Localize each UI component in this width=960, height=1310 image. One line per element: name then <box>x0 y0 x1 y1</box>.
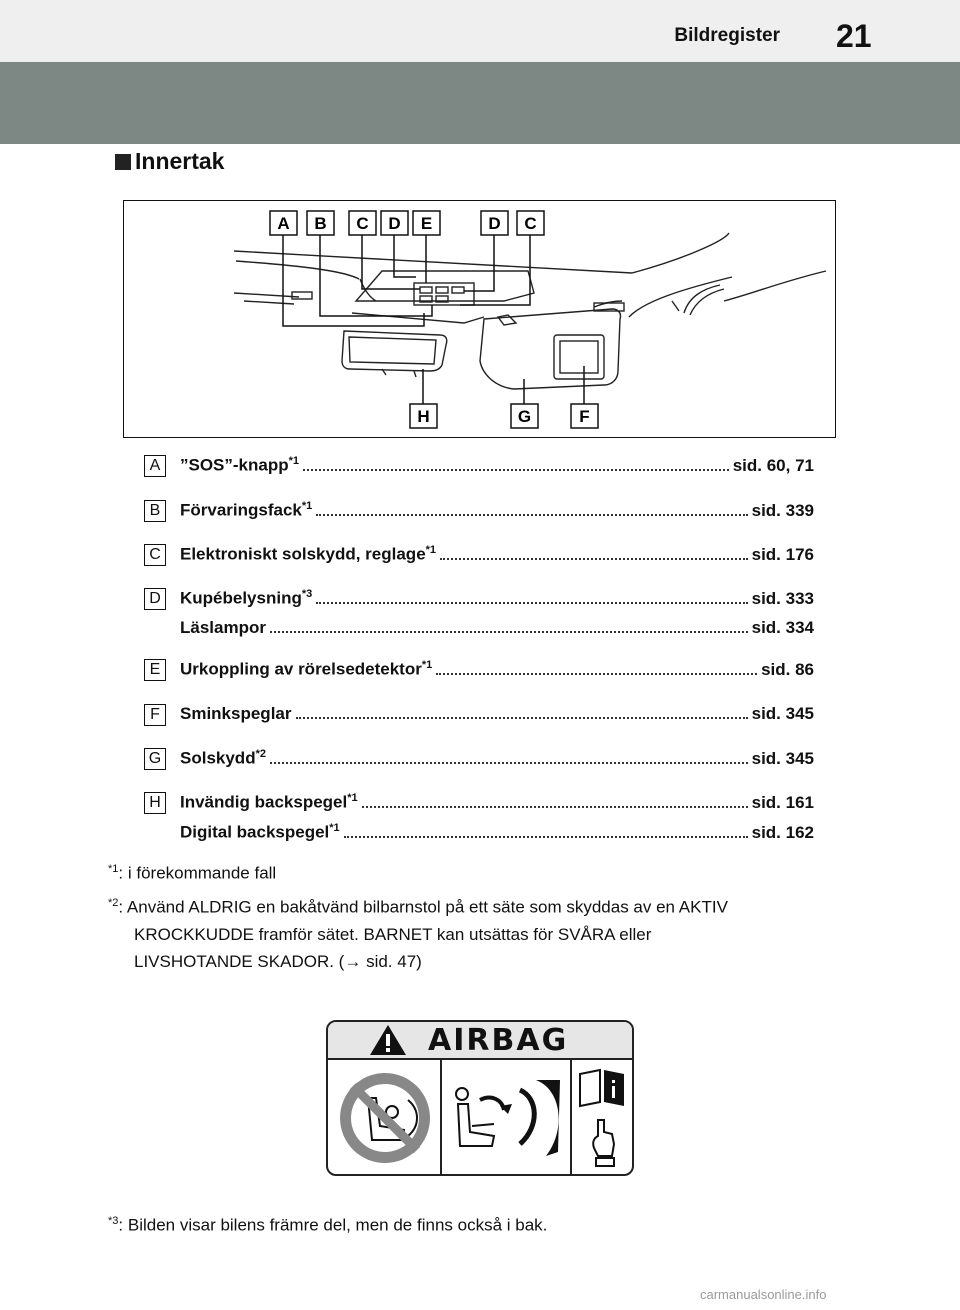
entry-label: Invändig backspegel$^{*1}$ <box>180 792 358 812</box>
page-number: 21 <box>836 18 872 54</box>
footnote-3 <box>108 1208 848 1239</box>
entry-page-ref[interactable]: sid. 333 <box>751 588 814 608</box>
airbag-label-body <box>328 1060 632 1174</box>
watermark-text: carmanualsonline.info <box>700 1287 827 1302</box>
entry-line <box>180 588 814 609</box>
legend-entry <box>144 792 814 852</box>
dot-leader <box>296 717 748 719</box>
entry-page-ref[interactable]: sid. 339 <box>751 500 814 520</box>
bottom-callout-labels <box>410 404 598 428</box>
callout-label <box>517 211 544 235</box>
callout-label <box>381 211 408 235</box>
entry-label: ”SOS”-knapp$^{*1}$ <box>180 455 300 475</box>
entry-line <box>180 500 814 521</box>
svg-text:C: C <box>524 214 537 233</box>
section-label: Bildregister <box>674 25 780 46</box>
footnote-text: : Bilden visar bilens främre del, men de finns också i bak. <box>118 1215 548 1235</box>
callout-label <box>571 404 598 428</box>
footnote-mark: *3 <box>108 1215 119 1227</box>
svg-text:D: D <box>388 214 401 233</box>
entry-letter: H <box>144 792 166 814</box>
entry-label: Urkoppling av rörelsedetektor$^{*1}$ <box>180 659 433 679</box>
footnote-text: KROCKKUDDE framför sätet. BARNET kan utsättas för SVÅRA eller <box>134 924 652 944</box>
entry-label: Elektroniskt solskydd, reglage$^{*1}$ <box>180 544 437 564</box>
airbag-warning-label <box>326 1020 634 1176</box>
svg-text:B: B <box>314 214 327 233</box>
entry-letter: B <box>144 500 166 522</box>
callout-label <box>511 404 538 428</box>
entry-line <box>180 792 814 813</box>
dot-leader <box>440 558 748 560</box>
svg-text:E: E <box>420 214 433 233</box>
footnote-text: : i förekommande fall <box>118 863 277 883</box>
entry-page-ref[interactable]: sid. 345 <box>751 748 814 768</box>
svg-text:D: D <box>488 214 501 233</box>
footnote-text: LIVSHOTANDE SKADOR. ( <box>134 951 345 971</box>
dot-leader <box>362 806 748 808</box>
entry-line <box>180 748 814 769</box>
top-callout-labels <box>270 211 544 235</box>
entry-page-ref[interactable]: sid. 176 <box>751 544 814 564</box>
no-child-seat-icon <box>328 1060 442 1174</box>
callout-label <box>481 211 508 235</box>
legend-entry <box>144 748 814 778</box>
entry-letter: F <box>144 704 166 726</box>
entry-line <box>180 822 814 843</box>
svg-text:G: G <box>517 407 532 426</box>
warning-triangle-icon <box>368 1023 408 1057</box>
ceiling-illustration <box>123 200 836 438</box>
callout-label <box>270 211 297 235</box>
entry-page-ref[interactable]: sid. 345 <box>751 704 814 723</box>
dot-leader <box>436 673 757 675</box>
entry-label: Läslampor <box>180 618 266 637</box>
legend-entry <box>144 455 814 485</box>
entry-page-ref[interactable]: sid. 161 <box>751 792 814 812</box>
section-title-text: Innertak <box>135 148 225 174</box>
footnote-mark: *2 <box>108 897 119 909</box>
header-band <box>0 62 960 144</box>
entry-label: Digital backspegel$^{*1}$ <box>180 822 340 842</box>
dot-leader <box>316 514 747 516</box>
callout-label <box>410 404 437 428</box>
legend-entry <box>144 500 814 530</box>
airbag-label-title: AIRBAG <box>428 1022 569 1058</box>
entry-line <box>180 544 814 565</box>
legend-entry <box>144 659 814 689</box>
callout-label <box>307 211 334 235</box>
dot-leader <box>270 631 748 633</box>
entry-page-ref[interactable]: sid. 86 <box>761 659 814 679</box>
entry-page-ref[interactable]: sid. 334 <box>751 618 814 637</box>
entry-label: Kupébelysning$^{*3}$ <box>180 588 313 608</box>
svg-text:F: F <box>579 407 590 426</box>
page-header-bar <box>0 0 960 62</box>
entry-page-ref[interactable]: sid. 162 <box>751 822 814 842</box>
legend-entry <box>144 588 814 648</box>
dot-leader <box>316 602 747 604</box>
square-bullet-icon <box>115 154 131 170</box>
entry-letter: E <box>144 659 166 681</box>
entry-label: Solskydd$^{*2}$ <box>180 748 266 768</box>
entry-label: Förvaringsfack$^{*1}$ <box>180 500 313 520</box>
page-reference-link[interactable]: sid. 47) <box>361 951 422 971</box>
svg-text:C: C <box>356 214 369 233</box>
entry-line <box>180 704 814 724</box>
entry-line <box>180 618 814 638</box>
airbag-label-header <box>328 1022 632 1060</box>
airbag-deployment-icon <box>442 1060 572 1174</box>
entry-line <box>180 659 814 680</box>
entry-letter: G <box>144 748 166 770</box>
dot-leader <box>270 762 748 764</box>
callout-label <box>413 211 440 235</box>
entry-label: Sminkspeglar <box>180 704 292 723</box>
svg-text:A: A <box>277 214 290 233</box>
legend-entry <box>144 544 814 574</box>
arrow-right-icon: → <box>344 951 362 971</box>
entry-line <box>180 455 814 476</box>
svg-text:H: H <box>417 407 430 426</box>
footnote-text: : Använd ALDRIG en bakåtvänd bilbarnstol på ett säte som skyddas av en AKTIV <box>118 897 728 917</box>
callout-label <box>349 211 376 235</box>
footnote-line <box>108 948 848 975</box>
entry-letter: D <box>144 588 166 610</box>
legend-entry <box>144 704 814 734</box>
dot-leader <box>303 469 729 471</box>
footnote-mark: *1 <box>108 863 119 875</box>
ceiling-illustration-svg <box>124 201 837 439</box>
read-manual-icon <box>572 1060 632 1174</box>
entry-letter: A <box>144 455 166 477</box>
footnote-1 <box>108 856 848 887</box>
callout-leader-lines <box>283 235 584 407</box>
dot-leader <box>344 836 748 838</box>
entry-page-ref[interactable]: sid. 60, 71 <box>732 455 814 475</box>
section-title <box>115 148 224 175</box>
entry-letter: C <box>144 544 166 566</box>
footnote-2 <box>108 890 848 975</box>
